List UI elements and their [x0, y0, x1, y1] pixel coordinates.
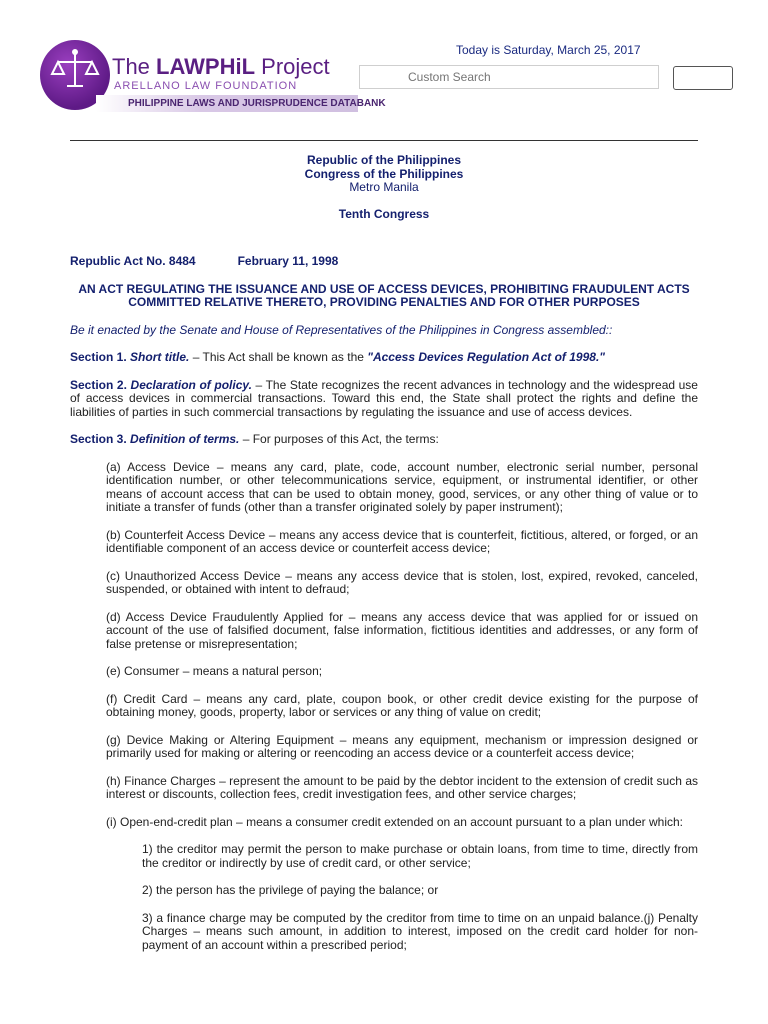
logo-subtitle: ARELLANO LAW FOUNDATION: [114, 80, 298, 92]
section-number: Section 2.: [70, 377, 127, 392]
section-heading: Declaration of policy.: [130, 377, 252, 392]
definition-item: (b) Counterfeit Access Device – means any access device that is counterfeit, fictitious, altered, or forged, or an identifiable component of an access device or counterfeit access device;: [106, 527, 698, 555]
definition-item: (g) Device Making or Altering Equipment – means any equipment, mechanism or impression designed or primarily used for making or altering or reencoding an access device or a counterfeit access device;: [106, 732, 698, 760]
city-heading: Metro Manila: [349, 180, 419, 194]
short-title-quote: "Access Devices Regulation Act of 1998.": [367, 350, 605, 364]
open-end-credit-sublist: [142, 843, 698, 952]
sub-item: 1) the creditor may permit the person to make purchase or obtain loans, from time to time, directly from the creditor or indirectly by use of credit card, or other service;: [142, 842, 698, 870]
section-number: Section 3.: [70, 432, 127, 446]
section-1: [70, 351, 698, 365]
section-heading: Short title.: [130, 350, 190, 364]
document-body: [70, 152, 698, 952]
definition-item: (c) Unauthorized Access Device – means any access device that is stolen, lost, expired, revoked, canceled, suspended, or obtained with intent to defraud;: [106, 568, 698, 596]
section-number: Section 1.: [70, 350, 127, 364]
definition-item: (a) Access Device – means any card, plate, code, account number, electronic serial number, personal identification number, or other telecommunications service, equipment, or instrumental identifier, or other means of account access that can be used to obtain money, good, services, or any other thing of value or to initiate a transfer of funds (other than a transfer originated solely by paper instrument);: [106, 459, 698, 514]
act-number: Republic Act No. 8484: [70, 254, 196, 268]
definitions-list: [106, 461, 698, 953]
section-text: – This Act shall be known as the: [189, 350, 368, 364]
lawphil-logo[interactable]: [38, 38, 386, 112]
congress-name: Tenth Congress: [338, 206, 430, 221]
search-input[interactable]: [359, 65, 659, 89]
site-header: [0, 0, 768, 125]
definition-item: (d) Access Device Fraudulently Applied for – means any access device that was applied for or issued on account of the use of falsified document, false information, fictitious identities and addresses, or any form of false pretense or misrepresentation;: [106, 609, 698, 651]
definition-item: (e) Consumer – means a natural person;: [106, 664, 323, 678]
enacting-clause: Be it enacted by the Senate and House of Representatives of the Philippines in Congress assembled::: [70, 322, 613, 337]
act-title: AN ACT REGULATING THE ISSUANCE AND USE OF ACCESS DEVICES, PROHIBITING FRAUDULENT ACTS COMMITTED RELATIVE THERETO, PROVIDING PENALTIES AND FOR OTHER PURPOSES: [78, 281, 690, 309]
definition-item: (i) Open-end-credit plan – means a consumer credit extended on an account pursuant to a plan under which:: [106, 814, 684, 829]
section-text: – For purposes of this Act, the terms:: [239, 432, 439, 446]
act-number-line: [70, 255, 698, 269]
act-date: February 11, 1998: [237, 254, 339, 268]
section-text: – The State recognizes the recent advances in technology and the widespread use of access devices in commercial transactions. Toward this end, the State shall protect the rights and define the liabilities of parties in such commercial transactions by regulating the issuance and use of access devices.: [70, 377, 698, 419]
republic-heading: Republic of the Philippines: [306, 153, 461, 167]
logo-tagline: PHILIPPINE LAWS AND JURISPRUDENCE DATABANK: [96, 95, 358, 112]
sub-item: 2) the person has the privilege of paying the balance; or: [142, 883, 439, 897]
logo-title: The LAWPHiL Project: [112, 54, 330, 79]
definition-item: (f) Credit Card – means any card, plate, coupon book, or other credit device existing for the purpose of obtaining money, goods, property, labor or services or any thing of value on credit;: [106, 691, 698, 719]
search-button[interactable]: [673, 66, 733, 90]
congress-heading: Congress of the Philippines: [304, 166, 464, 181]
definition-item: (h) Finance Charges – represent the amount to be paid by the debtor incident to the extension of credit such as interest or discounts, collection fees, credit investigation fees, and other service charges;: [106, 773, 698, 801]
section-3: [70, 433, 698, 447]
section-heading: Definition of terms.: [130, 432, 240, 446]
sub-item: 3) a finance charge may be computed by the creditor from time to time on an unpaid balance.(j) Penalty Charges – means such amount, in addition to interest, imposed on the credit card holder for non-payment of an account within a prescribed period;: [142, 910, 698, 952]
header-divider: [70, 140, 698, 141]
current-date: Today is Saturday, March 25, 2017: [456, 43, 641, 57]
section-2: [70, 379, 698, 420]
